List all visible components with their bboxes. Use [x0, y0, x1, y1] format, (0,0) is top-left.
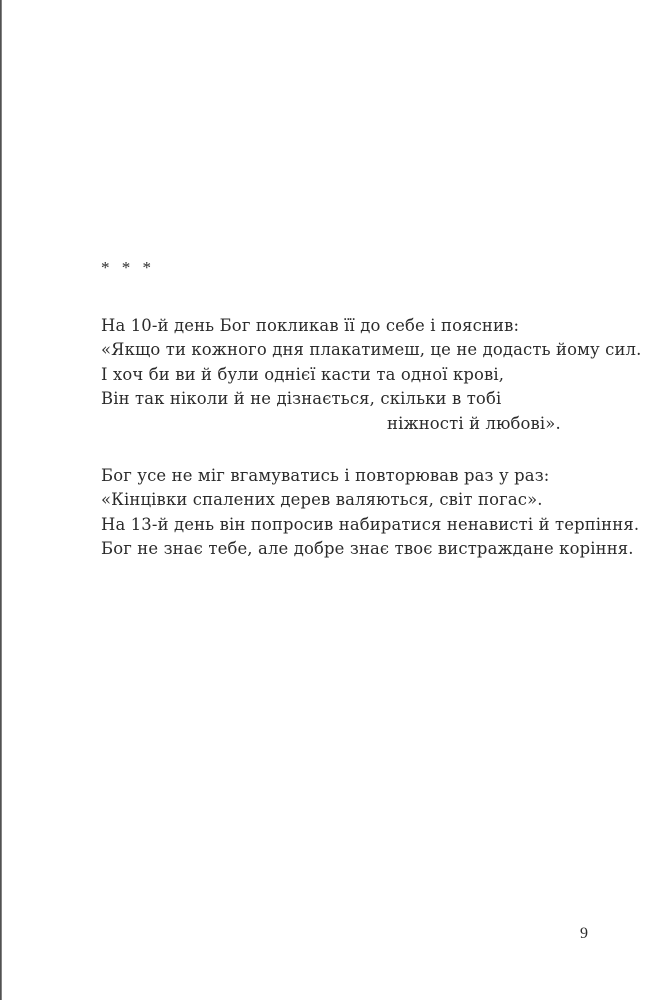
verse-line: Бог не знає тебе, але добре знає твоє вистраждане коріння.	[101, 539, 634, 559]
verse-line: І хоч би ви й були однієї касти та одної крові,	[101, 364, 505, 384]
verse-line: На 13-й день він попросив набиратися ненависті й терпіння.	[101, 514, 640, 534]
stanza-1	[101, 314, 641, 436]
stanza-2	[101, 464, 639, 562]
verse-line-indented: ніжності й любові».	[387, 413, 561, 433]
page-binding-edge	[0, 0, 2, 1000]
page-number: 9	[580, 925, 588, 942]
verse-line: «Якщо ти кожного дня плакатимеш, це не додасть йому сил.	[101, 340, 642, 360]
verse-line: На 10-й день Бог покликав її до себе і пояснив:	[101, 316, 520, 335]
verse-line: Він так ніколи й не дізнається, скільки в тобі	[101, 389, 502, 409]
section-divider: * * *	[101, 258, 155, 277]
verse-line: Бог усе не міг вгамуватись і повторював раз у раз:	[101, 466, 550, 485]
verse-line: «Кінцівки спалених дерев валяються, світ погас».	[101, 490, 543, 510]
